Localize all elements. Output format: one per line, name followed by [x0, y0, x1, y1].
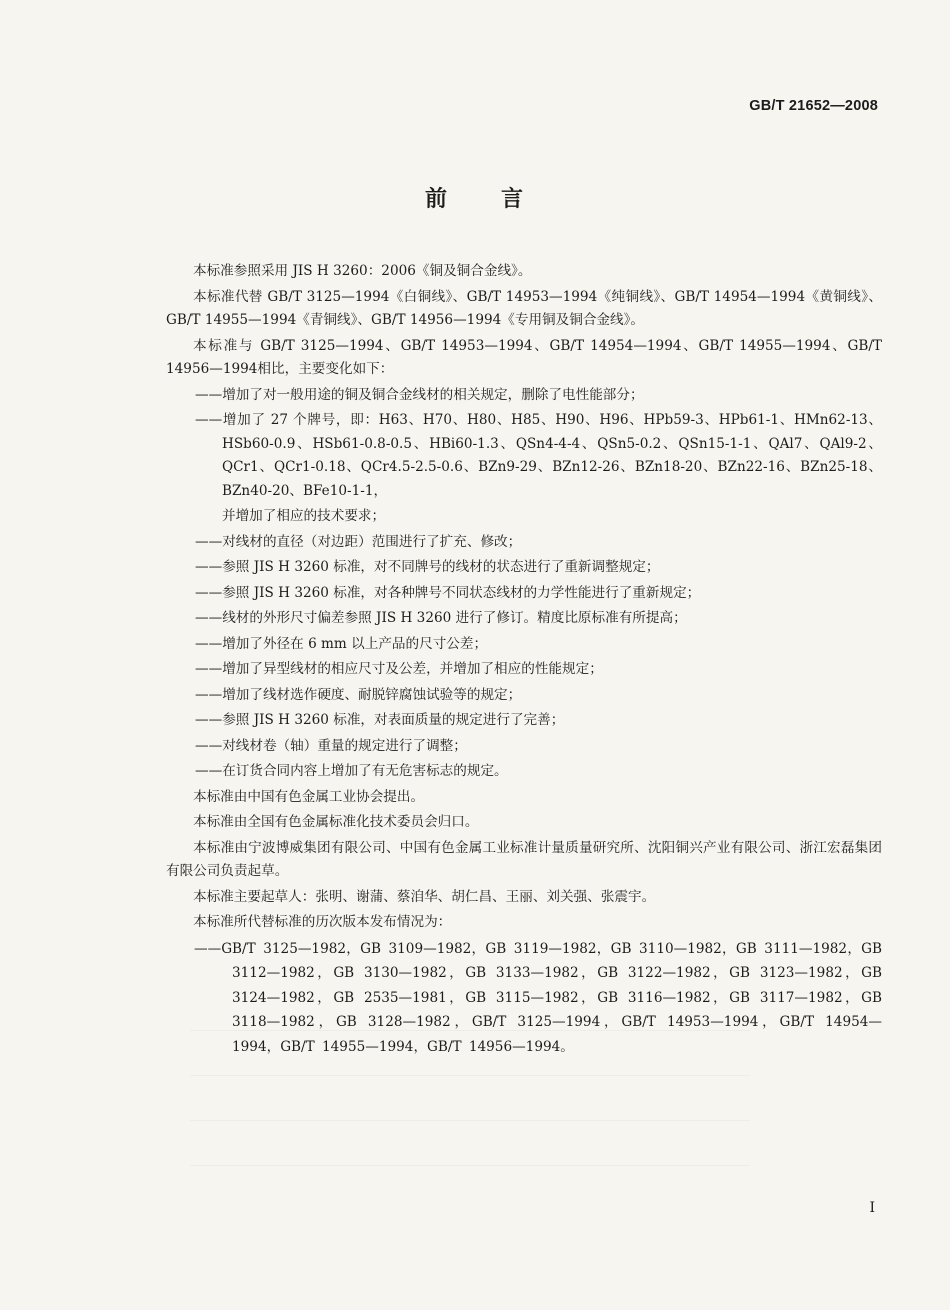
change-item: ——在订货合同内容上增加了有无危害标志的规定。: [195, 763, 508, 779]
change-item: ——对线材卷（轴）重量的规定进行了调整；: [195, 737, 467, 754]
change-item: ——增加了异型线材的相应尺寸及公差，并增加了相应的性能规定；: [195, 661, 603, 677]
bleed-through-line: [190, 1120, 750, 1121]
page-title: [0, 182, 950, 213]
paragraph-history-intro: 本标准所代替标准的历次版本发布情况为：: [193, 914, 452, 930]
change-item: ——参照 JIS H 3260 标准，对表面质量的规定进行了完善；: [195, 712, 565, 728]
paragraph-adoption: 本标准参照采用 JIS H 3260：2006《铜及铜合金线》。: [193, 263, 532, 279]
change-item: ——线材的外形尺寸偏差参照 JIS H 3260 进行了修订。精度比原标准有所提高；: [195, 610, 687, 626]
change-item: ——对线材的直径（对边距）范围进行了扩充、修改；: [195, 533, 522, 550]
change-item: ——参照 JIS H 3260 标准，对不同牌号的线材的状态进行了重新调整规定；: [195, 559, 660, 575]
paragraph-drafters: 本标准主要起草人：张明、谢蒲、蔡洎华、胡仁昌、王丽、刘关强、张震宇。: [193, 888, 656, 905]
paragraph-centralized: 本标准由全国有色金属标准化技术委员会归口。: [193, 814, 479, 830]
history-list: ——GB/T 3125—1982，GB 3109—1982，GB 3119—1982，GB 3110—1982，GB 3111—1982，GB 3112—1982，GB 3130—1982，GB 3133—1982，GB 3122—1982，GB 3123—1982，GB 3124—1982，GB 2535—1981，GB 3115—1982，GB 3116—1982，GB 3117—1982，GB 3118—1982，GB 3128—1982，GB/T 3125—1994，GB/T 14953—1994，GB/T 14954—1994，GB/T 14955—1994，GB/T 14956—1994。: [194, 940, 882, 1055]
change-item: ——增加了外径在 6 mm 以上产品的尺寸公差；: [195, 635, 488, 652]
change-item: ——增加了对一般用途的铜及铜合金线材的相关规定，删除了电性能部分；: [195, 386, 644, 403]
standard-number: GB/T 21652—2008: [749, 98, 878, 114]
title-char-1: 前: [424, 186, 449, 212]
paragraph-drafting-units: 本标准由宁波博威集团有限公司、中国有色金属工业标准计量质量研究所、沈阳铜兴产业有限公司、浙江宏磊集团有限公司负责起草。: [166, 839, 882, 879]
paragraph-replaces: 本标准代替 GB/T 3125—1994《白铜线》、GB/T 14953—1994《纯铜线》、GB/T 14954—1994《黄铜线》、GB/T 14955—1994《青铜线》、GB/T 14956—1994《专用铜及铜合金线》。: [166, 288, 882, 328]
change-item: ——增加了线材选作硬度、耐脱锌腐蚀试验等的规定；: [195, 686, 522, 703]
title-char-2: 言: [501, 186, 526, 212]
page-number: I: [869, 1200, 875, 1216]
bleed-through-line: [190, 1075, 750, 1076]
paragraph-changes-intro: 本标准与 GB/T 3125—1994、GB/T 14953—1994、GB/T 14954—1994、GB/T 14955—1994、GB/T 14956—1994相比，主要变化如下：: [166, 337, 882, 377]
foreword-body: [166, 260, 882, 1059]
bleed-through-line: [190, 1165, 750, 1166]
change-item: ——参照 JIS H 3260 标准，对各种牌号不同状态线材的力学性能进行了重新规定；: [195, 584, 701, 601]
paragraph-proposed: 本标准由中国有色金属工业协会提出。: [193, 788, 425, 805]
change-item: ——增加了 27 个牌号，即：H63、H70、H80、H85、H90、H96、HPb59-3、HPb61-1、HMn62-13、HSb60-0.9、HSb61-0.8-0.5、HBi60-1.3、QSn4-4-4、QSn5-0.2、QSn15-1-1、QAl7、QAl9-2、QCr1、QCr1-0.18、QCr4.5-2.5-0.6、BZn9-29、BZn12-26、BZn18-20、BZn22-16、BZn25-18、BZn40-20、BFe10-1-1，: [195, 412, 882, 499]
change-item-continuation: 并增加了相应的技术要求；: [222, 508, 386, 524]
